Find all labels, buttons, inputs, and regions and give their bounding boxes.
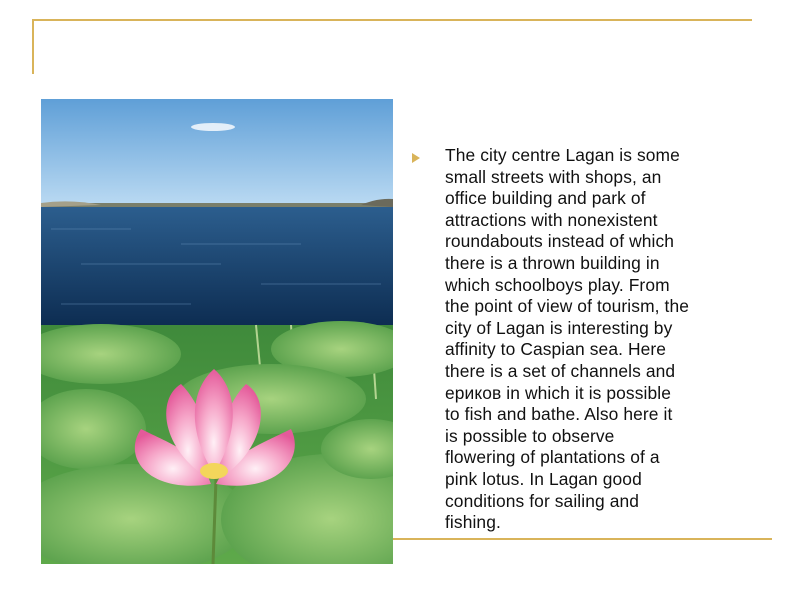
body-line: fishing. — [445, 512, 501, 533]
body-line: there is a thrown building in — [445, 252, 660, 273]
body-line: affinity to Caspian sea. Here — [445, 339, 667, 360]
top-accent-line — [32, 19, 752, 21]
body-line: office building and park of — [445, 188, 646, 209]
photo-collage — [41, 99, 393, 564]
body-line: the point of view of tourism, the — [445, 296, 689, 317]
photo-collage-art — [41, 99, 393, 564]
body-line: flowering of plantations of a — [445, 447, 660, 468]
sea-icon — [41, 99, 393, 325]
body-line: to fish and bathe. Also here it — [445, 404, 673, 425]
body-line: attractions with nonexistent — [445, 209, 658, 230]
bottom-accent-line — [392, 538, 772, 540]
body-line: conditions for sailing and — [445, 490, 640, 511]
body-line: which schoolboys play. From — [445, 274, 670, 295]
body-line: city of Lagan is interesting by — [445, 317, 673, 338]
body-line: The city centre Lagan is some — [445, 145, 680, 165]
body-paragraph — [445, 145, 762, 534]
body-line: small streets with shops, an — [445, 166, 662, 187]
body-line: is possible to observe — [445, 425, 615, 446]
body-line: ериков in which it is possible — [445, 382, 671, 403]
lotus-flower-icon — [41, 321, 393, 564]
bullet-marker — [412, 153, 420, 163]
left-accent-line — [32, 19, 34, 74]
body-line: pink lotus. In Lagan good — [445, 468, 642, 489]
content-bullet — [412, 145, 762, 534]
body-line: roundabouts instead of which — [445, 231, 675, 252]
body-line: there is a set of channels and — [445, 360, 676, 381]
